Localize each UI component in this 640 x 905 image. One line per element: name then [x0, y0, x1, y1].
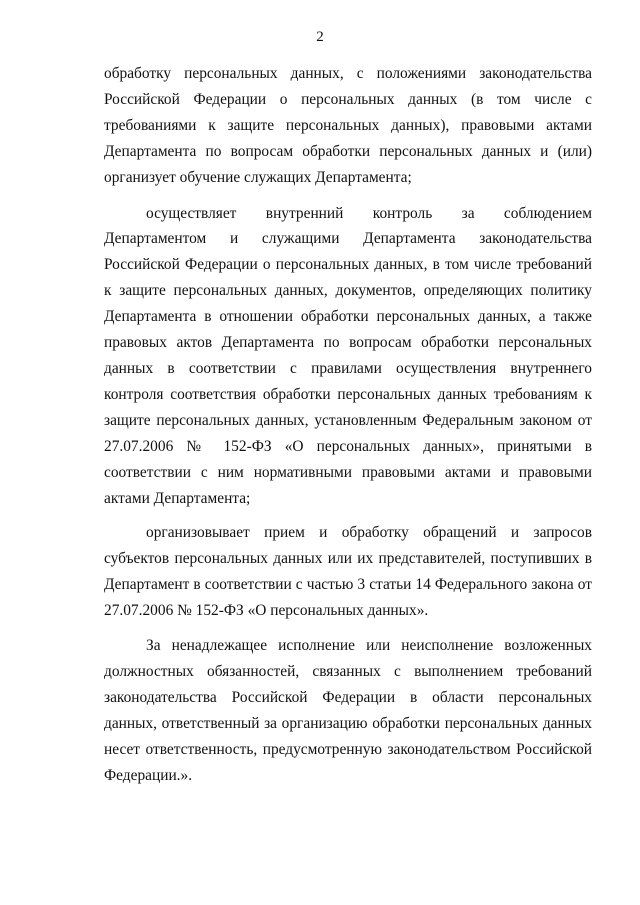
paragraph-continuation: обработку персональных данных, с положениями законодательства Российской Федерации о персональных данных (в том числе с требованиями к защите персональных данных), правовыми актами Департамента по вопросам обработки персональных данных и (или) организует обучение служащих Департамента; [104, 65, 592, 186]
page-number: 2 [316, 29, 324, 45]
paragraph-responsibility: За ненадлежащее исполнение или неисполнение возложенных должностных обязанностей, связанных с выполнением требований законодательства Российской Федерации в области персональных данных, ответственный за организацию обработки персональных данных несет ответственность, предусмотренную законодательством Российской Федерации.». [104, 637, 592, 784]
document-body [104, 61, 592, 788]
paragraph-internal-control: осуществляет внутренний контроль за соблюдением Департаментом и служащими Департамента законодательства Российской Федерации о персональных данных, в том числе требований к защите персональных данных, документов, определяющих политику Департамента в отношении обработки персональных данных, а также правовых актов Департамента по вопросам обработки персональных данных в соответствии с правилами осуществления внутреннего контроля соответствия обработки персональных данных требованиям к защите персональных данных, установленным Федеральным законом от 27.07.2006 № 152-ФЗ «О персональных данных», принятыми в соответствии с ним нормативными правовыми актами и правовыми актами Департамента; [104, 204, 592, 507]
paragraph-requests: организовывает прием и обработку обращений и запросов субъектов персональных данных или их представителей, поступивших в Департамент в соответствии с частью 3 статьи 14 Федерального закона от 27.07.2006 № 152-ФЗ «О персональных данных». [104, 524, 592, 620]
